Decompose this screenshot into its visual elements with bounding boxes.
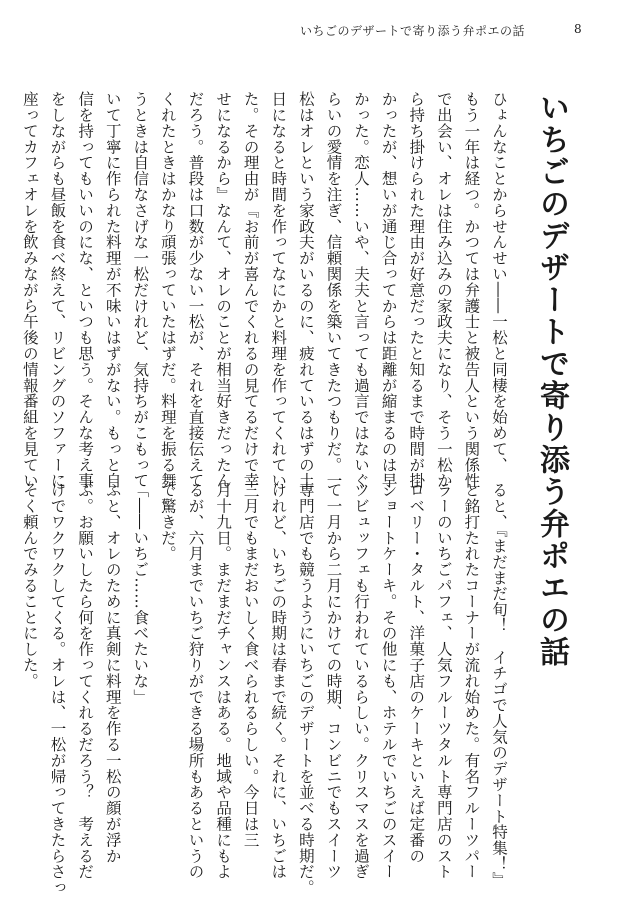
- text-line: けれど、いちごの時期は春まで続く。それに、いちごは: [269, 482, 288, 880]
- text-line: ふと、オレのために真剣に料理を作る一松の顔が浮か: [103, 482, 122, 864]
- text-line: 月十九日。まだまだチャンスはある。地域や品種にもよ: [214, 482, 233, 880]
- chapter-title: いちごのデザートで寄り添う弁ポエの話: [534, 92, 569, 668]
- text-line: もう一年は経つ。かつては弁護士と被告人という関係性: [462, 91, 481, 489]
- text-line: 「――いちご……食べたいな」: [131, 482, 150, 705]
- text-line: らいの愛情を注ぎ、信頼関係を築いてきたつもりだ。一: [324, 91, 343, 489]
- running-header: いちごのデザートで寄り添う弁ポエの話: [300, 24, 526, 38]
- text-line: ひょんなことからせんせい――一松と同棲を始めて、: [490, 91, 508, 473]
- text-line: ロベリー・タルト、洋菓子店のケーキといえば定番の: [407, 482, 426, 864]
- text-line: だろう。普段は口数が少ない一松が、それを直接伝えて: [186, 91, 205, 489]
- text-line: ラーのいちごパフェ、人気フルーツタルト専門店のスト: [434, 482, 453, 880]
- text-line: と銘打たれたコーナーが流れ始めた。有名フルーツパー: [462, 482, 481, 880]
- text-line: ショートケーキ。その他にも、ホテルでいちごのスイー: [379, 482, 398, 880]
- text-line: かった。恋人……いや、夫夫と言っても過言ではないぐ: [352, 91, 371, 489]
- text-line: 松はオレという家政夫がいるのに、疲れているはずの土: [296, 91, 315, 489]
- text-line: るが、六月までいちご狩りができる場所もあるというの: [186, 482, 205, 880]
- text-line: ると、『まだまだ旬！ イチゴで人気のデザート特集！』: [490, 482, 508, 888]
- text-line: で出会い、オレは住み込みの家政夫になり、そう一松か: [434, 91, 453, 489]
- body-text-upper: [20, 91, 512, 489]
- text-line: くれたときはかなり頑張っていたはずだ。料理を振る舞: [158, 91, 177, 489]
- text-line: [0, 482, 15, 818]
- text-line: 信を持ってもいいのにな、といつも思う。そんな考え事: [76, 91, 95, 489]
- text-line: 三月でもまだおいしく食べられるらしい。今日は三: [241, 482, 260, 848]
- text-line: 座ってカフェオレを飲みながら午後の情報番組を見てい: [20, 91, 39, 489]
- text-line: をしながらも昼飯を食べ終えて、リビングのソファーに: [48, 91, 67, 489]
- page-number: 8: [574, 22, 582, 36]
- text-line: 日になると時間を作ってなにかと料理を作ってくれてい: [269, 91, 288, 489]
- text-line: せになるから』なんて、オレのことが相当好きだったん: [214, 91, 233, 489]
- text-line: て一月から二月にかけての時期、コンビニでもスイーツ: [324, 482, 343, 880]
- text-line: ら持ち掛けられた理由が好意だったと知るまで時間が掛: [407, 91, 426, 489]
- text-line: いて丁寧に作られた料理が不味いはずがない。もっと自: [103, 91, 122, 489]
- text-line: かったが、想いが通じ合ってからは距離が縮まるのは早: [379, 91, 398, 489]
- text-line: ツビュッフェも行われているらしい。クリスマスを過ぎ: [352, 482, 371, 880]
- text-line: そく頼んでみることにした。: [20, 482, 39, 689]
- text-line: た。その理由が『お前が喜んでくれるの見てるだけで幸: [241, 91, 260, 489]
- body-text-lower: [20, 482, 512, 896]
- text-line: で驚きだ。: [158, 482, 177, 562]
- text-line: うときは自信なさげな一松だけれど、気持ちがこもって: [131, 91, 150, 489]
- text-line: 専門店でも競うようにいちごのデザートを並べる時期だ。: [296, 482, 315, 896]
- text-line: けでワクワクしてくる。オレは、一松が帰ってきたらさっ: [48, 482, 67, 896]
- text-line: ぶ。お願いしたら何を作ってくれるだろう？ 考えるだ: [76, 482, 95, 880]
